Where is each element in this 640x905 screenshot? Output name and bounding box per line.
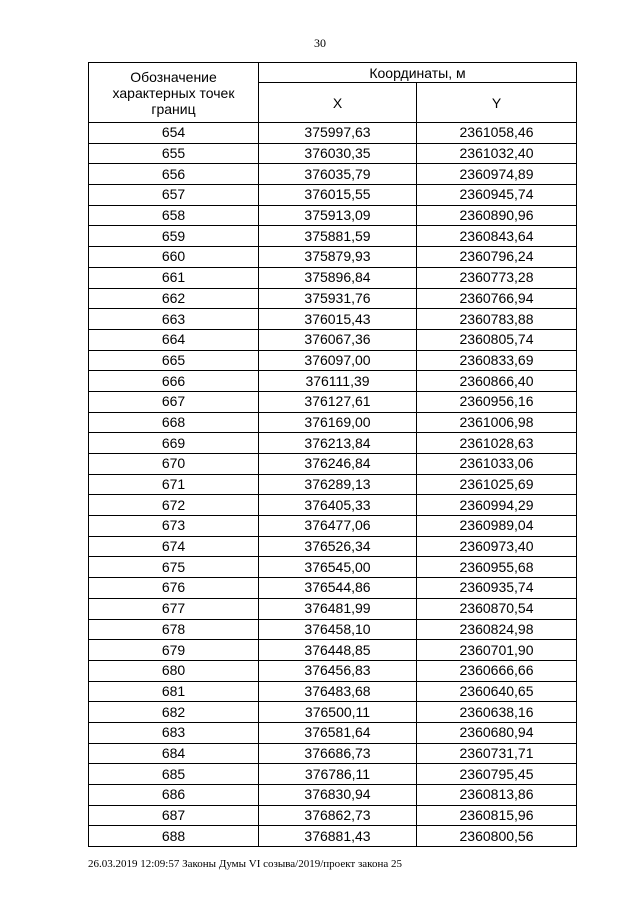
table-row [89, 329, 577, 350]
table-row [89, 433, 577, 454]
x-coordinate-cell: 376483,68 [259, 681, 417, 702]
point-cell: 655 [89, 143, 259, 164]
x-coordinate-cell: 376015,43 [259, 309, 417, 330]
point-cell: 666 [89, 371, 259, 392]
y-coordinate-cell: 2361006,98 [417, 412, 577, 433]
table-row [89, 474, 577, 495]
y-coordinate-cell: 2360989,04 [417, 516, 577, 537]
table-row [89, 412, 577, 433]
x-coordinate-cell: 376686,73 [259, 743, 417, 764]
point-cell: 660 [89, 247, 259, 268]
point-cell: 667 [89, 391, 259, 412]
coordinates-header: Координаты, м [259, 63, 577, 83]
x-coordinate-cell: 376035,79 [259, 164, 417, 185]
x-coordinate-cell: 376246,84 [259, 454, 417, 475]
point-cell: 663 [89, 309, 259, 330]
table-row [89, 536, 577, 557]
table-row [89, 722, 577, 743]
y-coordinate-cell: 2360680,94 [417, 722, 577, 743]
table-row [89, 391, 577, 412]
y-coordinate-cell: 2361025,69 [417, 474, 577, 495]
point-cell: 674 [89, 536, 259, 557]
x-coordinate-cell: 375879,93 [259, 247, 417, 268]
y-coordinate-cell: 2360955,68 [417, 557, 577, 578]
point-cell: 661 [89, 267, 259, 288]
y-coordinate-cell: 2360795,45 [417, 764, 577, 785]
table-row [89, 247, 577, 268]
y-coordinate-cell: 2360640,65 [417, 681, 577, 702]
point-cell: 676 [89, 578, 259, 599]
point-cell: 686 [89, 785, 259, 806]
y-coordinate-cell: 2360638,16 [417, 702, 577, 723]
y-coordinate-cell: 2360956,16 [417, 391, 577, 412]
table-row [89, 288, 577, 309]
x-coordinate-cell: 376830,94 [259, 785, 417, 806]
point-cell: 683 [89, 722, 259, 743]
table-row [89, 598, 577, 619]
table-row [89, 143, 577, 164]
table-header [89, 63, 577, 123]
table-row [89, 578, 577, 599]
table-row [89, 826, 577, 847]
y-coordinate-cell: 2360833,69 [417, 350, 577, 371]
page-number: 30 [314, 36, 326, 50]
point-cell: 668 [89, 412, 259, 433]
y-coordinate-cell: 2361033,06 [417, 454, 577, 475]
x-coordinate-cell: 376544,86 [259, 578, 417, 599]
coordinates-table [88, 62, 577, 847]
y-coordinate-cell: 2360994,29 [417, 495, 577, 516]
x-coordinate-cell: 376111,39 [259, 371, 417, 392]
y-coordinate-cell: 2360974,89 [417, 164, 577, 185]
footer-stamp: 26.03.2019 12:09:57 Законы Думы VI созыва/2019/проект закона 25 [88, 858, 402, 870]
x-coordinate-cell: 375931,76 [259, 288, 417, 309]
x-coordinate-cell: 376015,55 [259, 185, 417, 206]
y-coordinate-cell: 2360824,98 [417, 619, 577, 640]
point-cell: 687 [89, 805, 259, 826]
point-cell: 664 [89, 329, 259, 350]
x-coordinate-cell: 376097,00 [259, 350, 417, 371]
y-coordinate-cell: 2360813,86 [417, 785, 577, 806]
y-coordinate-cell: 2360701,90 [417, 640, 577, 661]
x-coordinate-cell: 375881,59 [259, 226, 417, 247]
table-row [89, 785, 577, 806]
table-row [89, 619, 577, 640]
x-coordinate-cell: 376127,61 [259, 391, 417, 412]
point-cell: 672 [89, 495, 259, 516]
y-coordinate-cell: 2360800,56 [417, 826, 577, 847]
y-coordinate-cell: 2360783,88 [417, 309, 577, 330]
point-cell: 678 [89, 619, 259, 640]
y-coordinate-cell: 2360796,24 [417, 247, 577, 268]
table-row [89, 516, 577, 537]
x-coordinate-cell: 376545,00 [259, 557, 417, 578]
point-cell: 673 [89, 516, 259, 537]
point-cell: 680 [89, 660, 259, 681]
y-coordinate-cell: 2360890,96 [417, 205, 577, 226]
point-cell: 662 [89, 288, 259, 309]
table-row [89, 205, 577, 226]
x-coordinate-cell: 376448,85 [259, 640, 417, 661]
point-cell: 665 [89, 350, 259, 371]
table-row [89, 164, 577, 185]
y-coordinate-cell: 2361032,40 [417, 143, 577, 164]
x-coordinate-cell: 376067,36 [259, 329, 417, 350]
point-cell: 656 [89, 164, 259, 185]
y-coordinate-cell: 2361058,46 [417, 123, 577, 144]
point-designation-header: Обозначение характерных точек границ [89, 63, 259, 123]
table-row [89, 123, 577, 144]
y-coordinate-cell: 2360731,71 [417, 743, 577, 764]
table-row [89, 764, 577, 785]
x-coordinate-cell: 376581,64 [259, 722, 417, 743]
point-cell: 679 [89, 640, 259, 661]
point-cell: 659 [89, 226, 259, 247]
table-row [89, 350, 577, 371]
point-cell: 669 [89, 433, 259, 454]
y-column-header: Y [417, 83, 577, 123]
table-body [89, 123, 577, 847]
x-coordinate-cell: 376862,73 [259, 805, 417, 826]
x-coordinate-cell: 376477,06 [259, 516, 417, 537]
x-coordinate-cell: 376213,84 [259, 433, 417, 454]
x-coordinate-cell: 376289,13 [259, 474, 417, 495]
table-row [89, 640, 577, 661]
point-cell: 658 [89, 205, 259, 226]
point-cell: 654 [89, 123, 259, 144]
point-cell: 671 [89, 474, 259, 495]
x-coordinate-cell: 375913,09 [259, 205, 417, 226]
x-coordinate-cell: 375997,63 [259, 123, 417, 144]
y-coordinate-cell: 2360805,74 [417, 329, 577, 350]
table-row [89, 681, 577, 702]
point-cell: 682 [89, 702, 259, 723]
point-cell: 681 [89, 681, 259, 702]
table-row [89, 557, 577, 578]
point-cell: 684 [89, 743, 259, 764]
table-row [89, 660, 577, 681]
x-coordinate-cell: 376456,83 [259, 660, 417, 681]
y-coordinate-cell: 2360666,66 [417, 660, 577, 681]
point-cell: 685 [89, 764, 259, 785]
point-cell: 675 [89, 557, 259, 578]
table-row [89, 185, 577, 206]
x-coordinate-cell: 376526,34 [259, 536, 417, 557]
x-coordinate-cell: 375896,84 [259, 267, 417, 288]
x-coordinate-cell: 376169,00 [259, 412, 417, 433]
x-coordinate-cell: 376881,43 [259, 826, 417, 847]
point-cell: 670 [89, 454, 259, 475]
point-cell: 657 [89, 185, 259, 206]
table-row [89, 267, 577, 288]
table-row [89, 226, 577, 247]
y-coordinate-cell: 2360973,40 [417, 536, 577, 557]
x-column-header: X [259, 83, 417, 123]
y-coordinate-cell: 2360773,28 [417, 267, 577, 288]
x-coordinate-cell: 376481,99 [259, 598, 417, 619]
table-row [89, 743, 577, 764]
x-coordinate-cell: 376030,35 [259, 143, 417, 164]
x-coordinate-cell: 376458,10 [259, 619, 417, 640]
x-coordinate-cell: 376500,11 [259, 702, 417, 723]
point-cell: 677 [89, 598, 259, 619]
y-coordinate-cell: 2360945,74 [417, 185, 577, 206]
y-coordinate-cell: 2360843,64 [417, 226, 577, 247]
y-coordinate-cell: 2360866,40 [417, 371, 577, 392]
y-coordinate-cell: 2360870,54 [417, 598, 577, 619]
y-coordinate-cell: 2360815,96 [417, 805, 577, 826]
table-row [89, 371, 577, 392]
table-row [89, 495, 577, 516]
table-row [89, 805, 577, 826]
table-row [89, 454, 577, 475]
x-coordinate-cell: 376786,11 [259, 764, 417, 785]
table-row [89, 309, 577, 330]
y-coordinate-cell: 2361028,63 [417, 433, 577, 454]
y-coordinate-cell: 2360766,94 [417, 288, 577, 309]
y-coordinate-cell: 2360935,74 [417, 578, 577, 599]
x-coordinate-cell: 376405,33 [259, 495, 417, 516]
table-row [89, 702, 577, 723]
point-cell: 688 [89, 826, 259, 847]
